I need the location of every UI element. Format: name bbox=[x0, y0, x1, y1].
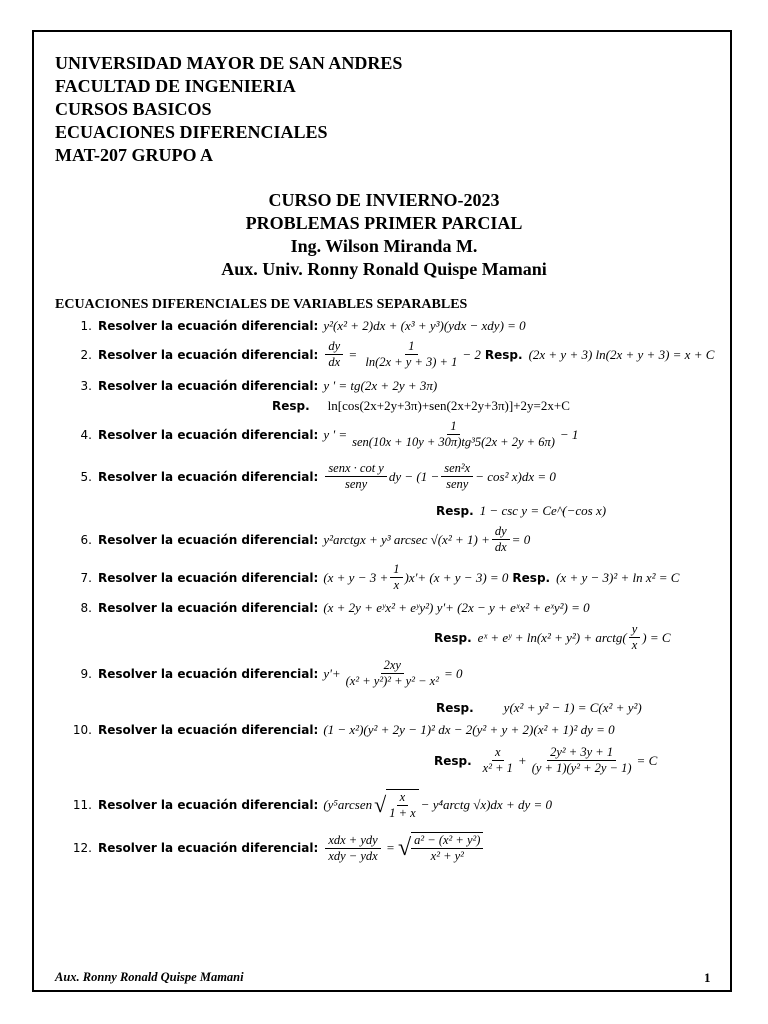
fraction bbox=[480, 745, 516, 776]
denominator: ln(2x + y + 3) + 1 bbox=[365, 355, 458, 369]
equation-tail: = 0 bbox=[511, 531, 531, 547]
fraction bbox=[629, 622, 641, 653]
problem-instruction: Resolver la ecuación diferencial: bbox=[98, 379, 319, 393]
answer-tail: ) = C bbox=[642, 629, 671, 645]
numerator: 2xy bbox=[381, 658, 404, 674]
resp-label: Resp. bbox=[436, 701, 474, 715]
fraction bbox=[349, 419, 558, 450]
fraction bbox=[529, 745, 635, 776]
resp-label: Resp. bbox=[512, 570, 551, 585]
denominator: seny bbox=[446, 477, 469, 491]
problem-instruction: Resolver la ecuación diferencial: bbox=[98, 532, 319, 547]
fraction bbox=[492, 524, 510, 555]
numerator: dy bbox=[325, 339, 343, 355]
problem-number: 11. bbox=[72, 798, 92, 812]
denominator: x² + y² bbox=[430, 849, 464, 863]
problem-4 bbox=[0, 419, 578, 450]
equation bbox=[323, 658, 462, 689]
equation bbox=[323, 461, 556, 492]
equation bbox=[323, 419, 578, 450]
fraction bbox=[325, 339, 343, 370]
problem-instruction: Resolver la ecuación diferencial: bbox=[98, 601, 319, 615]
problem-instruction: Resolver la ecuación diferencial: bbox=[98, 570, 319, 585]
problem-5 bbox=[0, 461, 556, 492]
equation-tail: − y⁴arctg √x)dx + dy = 0 bbox=[420, 797, 553, 812]
equation bbox=[323, 789, 552, 821]
answer: (x + y − 3)² + ln x² = C bbox=[556, 569, 680, 585]
problem-11 bbox=[0, 789, 552, 821]
problem-number: 1. bbox=[80, 319, 92, 333]
problem-number: 9. bbox=[80, 666, 92, 681]
equation-head: (x + y − 3 + bbox=[323, 569, 389, 585]
answer: 1 − csc y = Ce^(−cos x) bbox=[479, 503, 607, 518]
answer: (2x + y + 3) ln(2x + y + 3) = x + C bbox=[528, 346, 715, 362]
department-name: CURSOS BASICOS bbox=[55, 99, 212, 119]
equation-tail: )x'+ (x + y − 3) = 0 bbox=[404, 569, 509, 585]
equation: (1 − x²)(y² + 2y − 1)² dx − 2(y² + y + 2)(x² + 1)² dy = 0 bbox=[323, 722, 615, 737]
numerator: sen²x bbox=[441, 461, 473, 477]
fraction bbox=[390, 562, 402, 593]
equation-tail: − 1 bbox=[559, 426, 579, 442]
equation-tail: − 2 bbox=[462, 346, 481, 362]
problem-number: 7. bbox=[80, 570, 92, 585]
numerator: xdx + ydy bbox=[325, 833, 380, 849]
problem-number: 6. bbox=[80, 532, 92, 547]
problem-instruction: Resolver la ecuación diferencial: bbox=[98, 841, 319, 855]
problem-number: 4. bbox=[80, 427, 92, 442]
problem-instruction: Resolver la ecuación diferencial: bbox=[98, 666, 319, 681]
numerator: 1 bbox=[405, 339, 417, 355]
sqrt-icon: √ bbox=[374, 792, 387, 817]
problem-1 bbox=[0, 318, 526, 334]
resp-label: Resp. bbox=[434, 630, 472, 645]
fraction bbox=[441, 461, 473, 492]
problem-number: 5. bbox=[80, 469, 92, 484]
teacher-name: Ing. Wilson Miranda M. bbox=[290, 236, 478, 256]
university-name: UNIVERSIDAD MAYOR DE SAN ANDRES bbox=[55, 53, 403, 73]
numerator: 2y² + 3y + 1 bbox=[547, 745, 616, 761]
problem-instruction: Resolver la ecuación diferencial: bbox=[98, 319, 319, 333]
answer-tail: = C bbox=[636, 752, 658, 768]
fraction bbox=[411, 832, 483, 864]
answer-3 bbox=[268, 398, 570, 414]
problem-12 bbox=[0, 832, 485, 864]
equation: y ' = tg(2x + 2y + 3π) bbox=[323, 378, 438, 393]
answer-9 bbox=[432, 700, 642, 716]
numerator: 1 bbox=[447, 419, 459, 435]
numerator: x bbox=[397, 790, 409, 806]
denominator: dx bbox=[494, 540, 507, 554]
equation: (x + 2y + eʸx² + eʸy²) y'+ (2x − y + eˣx² + eˣy²) = 0 bbox=[323, 600, 590, 615]
equation-middle: dy − (1 − bbox=[388, 468, 440, 484]
answer: $\frac{x}{\text{x² + 1}}$ + $\frac{\text{2y² + 3y + 1}}{\text{(y + 1)(y² + 2y − 1)}}$ = C bbox=[478, 745, 658, 776]
sqrt-icon: √ bbox=[397, 834, 412, 861]
fraction bbox=[325, 833, 380, 864]
problem-number: 3. bbox=[80, 379, 92, 393]
problem-8 bbox=[0, 600, 590, 616]
problem-6 bbox=[0, 524, 530, 555]
problem-number: 8. bbox=[80, 601, 92, 615]
numerator: y bbox=[629, 622, 641, 638]
course-name: ECUACIONES DIFERENCIALES bbox=[55, 122, 328, 142]
numerator: x bbox=[492, 745, 504, 761]
numerator: senx · cot y bbox=[325, 461, 387, 477]
equation-head: y'+ bbox=[323, 665, 341, 681]
fraction bbox=[386, 789, 418, 821]
equation-head: y²arctgx + y³ arcsec √(x² + 1) + bbox=[323, 531, 490, 547]
resp-label: Resp. bbox=[272, 399, 310, 413]
problem-number: 10. bbox=[72, 723, 92, 737]
denominator: x² + 1 bbox=[482, 761, 513, 775]
answer-10 bbox=[430, 745, 657, 776]
answer-5 bbox=[432, 503, 606, 519]
fraction bbox=[362, 339, 460, 370]
page-number: 1 bbox=[704, 970, 711, 985]
assistant-name: Aux. Univ. Ronny Ronald Quispe Mamani bbox=[221, 259, 547, 279]
denominator: xdy − ydx bbox=[328, 848, 378, 863]
equation: y²(x² + 2)dx + (x³ + y³)(ydx − xdy) = 0 bbox=[323, 318, 526, 333]
document-title: PROBLEMAS PRIMER PARCIAL bbox=[245, 213, 523, 233]
resp-label: Resp. bbox=[434, 753, 472, 768]
answer: ln[cos(2x+2y+3π)+sen(2x+2y+3π)]+2y=2x+C bbox=[327, 398, 570, 413]
denominator: dx bbox=[328, 355, 341, 369]
equation: $\frac{dy}{dx}$ = $\frac{1}{\ln(2x + y + 3) + 1}$ − 2 bbox=[323, 339, 481, 370]
resp-label: Resp. bbox=[436, 504, 474, 518]
problem-10 bbox=[0, 722, 615, 738]
equation-tail: − cos² x)dx = 0 bbox=[475, 468, 556, 484]
problem-2 bbox=[0, 339, 714, 370]
equation-head: y ' = bbox=[323, 426, 348, 442]
resp-label: Resp. bbox=[484, 347, 523, 362]
footer-author: Aux. Ronny Ronald Quispe Mamani bbox=[55, 970, 244, 984]
denominator: x bbox=[393, 578, 400, 592]
equation-tail: = 0 bbox=[443, 665, 463, 681]
equation-head: (y⁵arcsen bbox=[323, 797, 373, 812]
answer bbox=[478, 622, 671, 653]
denominator: seny bbox=[344, 477, 368, 491]
answer-8 bbox=[430, 622, 671, 653]
problem-instruction: Resolver la ecuación diferencial: bbox=[98, 469, 319, 484]
denominator: sen(10x + 10y + 30π)tg³5(2x + 2y + 6π) bbox=[352, 435, 555, 449]
problem-instruction: Resolver la ecuación diferencial: bbox=[98, 427, 319, 442]
section-title: ECUACIONES DIFERENCIALES DE VARIABLES SEPARABLES bbox=[55, 297, 468, 312]
answer-head: eˣ + eʸ + ln(x² + y²) + arctg( bbox=[477, 629, 627, 645]
problem-instruction: Resolver la ecuación diferencial: bbox=[98, 347, 319, 362]
numerator: dy bbox=[492, 524, 510, 540]
problem-7 bbox=[0, 562, 679, 593]
denominator: 1 + x bbox=[389, 806, 416, 820]
faculty-name: FACULTAD DE INGENIERIA bbox=[55, 76, 296, 96]
numerator: a² − (x² + y²) bbox=[411, 833, 483, 849]
equation bbox=[323, 524, 530, 555]
denominator: (y + 1)(y² + 2y − 1) bbox=[531, 761, 632, 775]
fraction bbox=[343, 658, 442, 689]
problem-9 bbox=[0, 658, 462, 689]
problem-instruction: Resolver la ecuación diferencial: bbox=[98, 723, 319, 737]
denominator: (x² + y²)² + y² − x² bbox=[345, 674, 439, 688]
problem-number: 2. bbox=[80, 347, 92, 362]
denominator: x bbox=[631, 638, 638, 652]
equation: $\frac{\text{xdx + ydy}}{\text{xdy − ydx}}$ = √ $\frac{\text{a² − (x² + y²)}}{\text{x² + y²}}$ bbox=[323, 832, 485, 864]
problem-3 bbox=[0, 378, 437, 394]
course-term: CURSO DE INVIERNO-2023 bbox=[268, 190, 500, 210]
fraction bbox=[325, 461, 387, 492]
course-code: MAT-207 GRUPO A bbox=[55, 145, 214, 165]
equation bbox=[323, 562, 508, 593]
numerator: 1 bbox=[390, 562, 402, 578]
answer: y(x² + y² − 1) = C(x² + y²) bbox=[503, 700, 642, 715]
problem-number: 12. bbox=[72, 841, 92, 855]
problem-instruction: Resolver la ecuación diferencial: bbox=[98, 798, 319, 812]
